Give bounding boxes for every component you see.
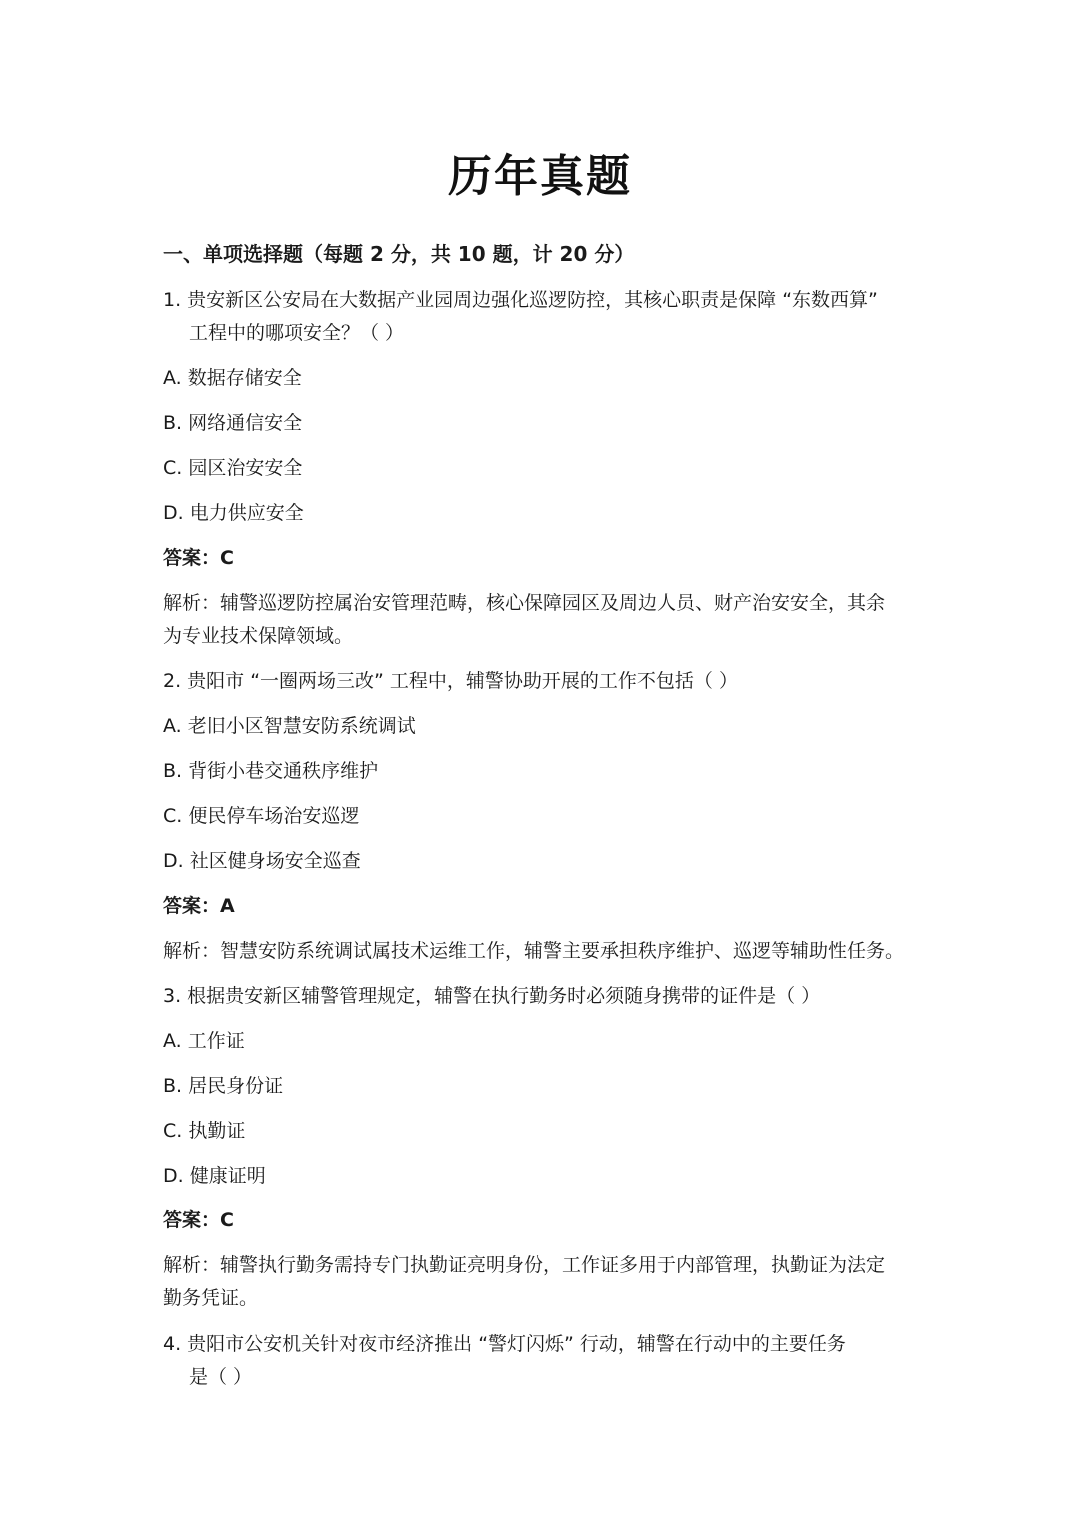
question-3-answer: 答案：C xyxy=(163,1209,234,1231)
question-3-option-d: D. 健康证明 xyxy=(163,1165,266,1187)
question-1-answer: 答案：C xyxy=(163,547,234,569)
question-3-analysis: 解析：辅警执行勤务需持专门执勤证亮明身份，工作证多用于内部管理，执勤证为法定 xyxy=(163,1254,886,1276)
question-2-option-d: D. 社区健身场安全巡查 xyxy=(163,850,361,872)
question-1-option-c: C. 园区治安安全 xyxy=(163,457,303,479)
question-1-analysis-continued: 为专业技术保障领域。 xyxy=(163,625,354,647)
question-2-option-b: B. 背街小巷交通秩序维护 xyxy=(163,760,379,782)
question-4-stem-continued: 是（ ） xyxy=(189,1366,253,1388)
question-1-stem-continued: 工程中的哪项安全？（ ） xyxy=(189,322,405,344)
question-2-analysis: 解析：智慧安防系统调试属技术运维工作，辅警主要承担秩序维护、巡逻等辅助性任务。 xyxy=(163,940,905,962)
question-3-option-a: A. 工作证 xyxy=(163,1030,245,1052)
question-2-stem: 2. 贵阳市 “一圈两场三改” 工程中，辅警协助开展的工作不包括（ ） xyxy=(163,670,738,692)
question-2-option-c: C. 便民停车场治安巡逻 xyxy=(163,805,360,827)
question-3-stem: 3. 根据贵安新区辅警管理规定，辅警在执行勤务时必须随身携带的证件是（ ） xyxy=(163,985,821,1007)
question-4-stem: 4. 贵阳市公安机关针对夜市经济推出 “警灯闪烁” 行动，辅警在行动中的主要任务 xyxy=(163,1333,846,1355)
question-3-option-b: B. 居民身份证 xyxy=(163,1075,284,1097)
question-3-option-c: C. 执勤证 xyxy=(163,1120,246,1142)
section-heading: 一、单项选择题（每题 2 分，共 10 题，计 20 分） xyxy=(163,242,635,266)
question-2-answer: 答案：A xyxy=(163,895,235,917)
question-2-option-a: A. 老旧小区智慧安防系统调试 xyxy=(163,715,416,737)
question-3-analysis-continued: 勤务凭证。 xyxy=(163,1287,259,1309)
question-1-option-b: B. 网络通信安全 xyxy=(163,412,303,434)
page-title: 历年真题 xyxy=(448,151,632,202)
question-1-option-a: A. 数据存储安全 xyxy=(163,367,302,389)
question-1-stem: 1. 贵安新区公安局在大数据产业园周边强化巡逻防控，其核心职责是保障 “东数西算” xyxy=(163,289,878,311)
question-1-option-d: D. 电力供应安全 xyxy=(163,502,304,524)
question-1-analysis: 解析：辅警巡逻防控属治安管理范畴，核心保障园区及周边人员、财产治安安全，其余 xyxy=(163,592,886,614)
